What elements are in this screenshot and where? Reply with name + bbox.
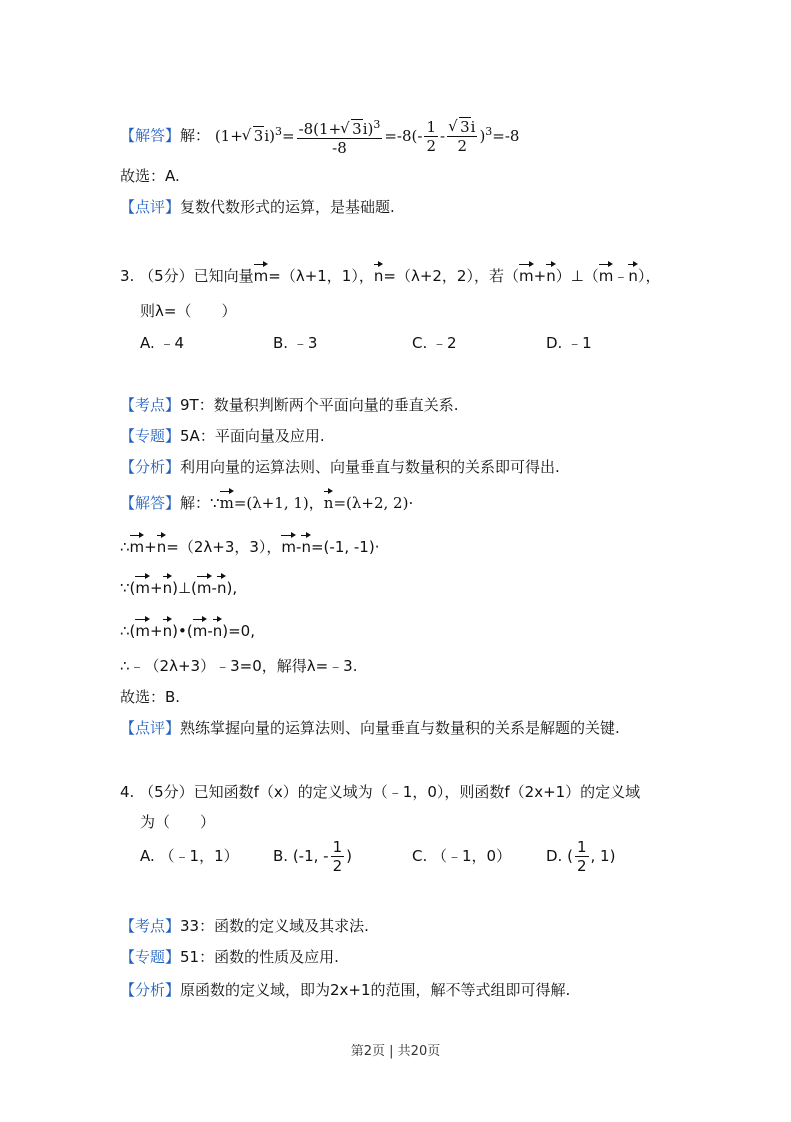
- zhuanti-text: 51：函数的性质及应用.: [180, 948, 339, 966]
- q3-vector-expr: m=（λ+1，1），n=（λ+2，2），若（m+n）⊥（m﹣n），: [253, 267, 661, 285]
- q3-zhuanti: [120, 426, 325, 446]
- q4-kaodian: [120, 916, 369, 936]
- comment-tag: 【点评】: [120, 719, 181, 737]
- q4-option-b: B. (-1, - $\frac{1}{2}$ ): [273, 838, 352, 875]
- answer-prefix: 解：: [180, 494, 211, 512]
- q4-option-a: A. （﹣1，1）: [140, 847, 239, 865]
- q3-option-b: B. ﹣3: [273, 334, 318, 352]
- fenxi-tag: 【分析】: [120, 981, 181, 999]
- q3-option-c: C. ﹣2: [412, 334, 457, 352]
- q3-step1: ∵m=(λ+1, 1)，n=(λ+2, 2)·: [210, 494, 414, 512]
- q3-step2: ∴m+n=（2λ+3，3），m-n=(-1, -1)·: [120, 538, 380, 556]
- q3-fenxi: [120, 457, 560, 477]
- q2-conclusion: 故选：A.: [120, 167, 180, 185]
- q2-comment: [120, 197, 395, 217]
- q4-option-d: D. ( $\frac{1}{2}$ , 1): [546, 838, 616, 875]
- fenxi-tag: 【分析】: [120, 458, 181, 476]
- zhuanti-tag: 【专题】: [120, 948, 181, 966]
- q4-zhuanti: [120, 947, 339, 967]
- q3-stem-line2: 则λ=（ ）: [140, 302, 237, 320]
- kaodian-text: 9T：数量积判断两个平面向量的垂直关系.: [180, 396, 459, 414]
- answer-tag: 【解答】: [120, 494, 181, 512]
- q4-stem-line2: 为（ ）: [140, 813, 216, 831]
- comment-tag: 【点评】: [120, 198, 181, 216]
- fenxi-text: 利用向量的运算法则、向量垂直与数量积的关系即可得出.: [180, 458, 560, 476]
- q3-stem-prefix: 3. （5分）已知向量: [120, 267, 254, 285]
- q4-option-c: C. （﹣1，0）: [412, 847, 512, 865]
- q3-stem-line1: [120, 266, 660, 286]
- comment-text: 熟练掌握向量的运算法则、向量垂直与数量积的关系是解题的关键.: [180, 719, 620, 737]
- kaodian-text: 33：函数的定义域及其求法.: [180, 917, 369, 935]
- kaodian-tag: 【考点】: [120, 396, 181, 414]
- comment-text: 复数代数形式的运算，是基础题.: [180, 198, 395, 216]
- q3-step4: ∴﹣（2λ+3）﹣3=0，解得λ=﹣3.: [120, 657, 358, 675]
- q3-option-d: D. ﹣1: [546, 334, 592, 352]
- q4-stem-line1: 4. （5分）已知函数f（x）的定义域为（﹣1，0），则函数f（2x+1）的定义域: [120, 783, 641, 801]
- fenxi-text: 原函数的定义域，即为2x+1的范围，解不等式组即可得解.: [180, 981, 571, 999]
- zhuanti-text: 5A：平面向量及应用.: [180, 427, 325, 445]
- q4-fenxi: [120, 980, 570, 1000]
- q2-answer-line: [120, 116, 519, 157]
- formula: (1+√ 3i)$^3$= $\frac{-8(1+√ 3i)^3}{-8}$ =-8(- $\frac{1}{2}$ - √ $\frac{3i}{2}$ )$^3$=-8: [215, 127, 520, 145]
- q3-option-a: A. ﹣4: [140, 334, 185, 352]
- answer-prefix: 解：: [180, 126, 211, 145]
- q3-step3b: ∴(m+n)•(m-n)=0,: [120, 622, 255, 640]
- answer-tag: 【解答】: [120, 126, 181, 145]
- q3-kaodian: [120, 395, 459, 415]
- q3-comment: [120, 718, 620, 738]
- zhuanti-tag: 【专题】: [120, 427, 181, 445]
- q3-answer-line: [120, 493, 413, 513]
- q3-conclusion: 故选：B.: [120, 688, 181, 706]
- kaodian-tag: 【考点】: [120, 917, 181, 935]
- page-footer: 第2页 | 共20页: [350, 1044, 441, 1059]
- q3-step3: ∵(m+n)⊥(m-n),: [120, 579, 238, 597]
